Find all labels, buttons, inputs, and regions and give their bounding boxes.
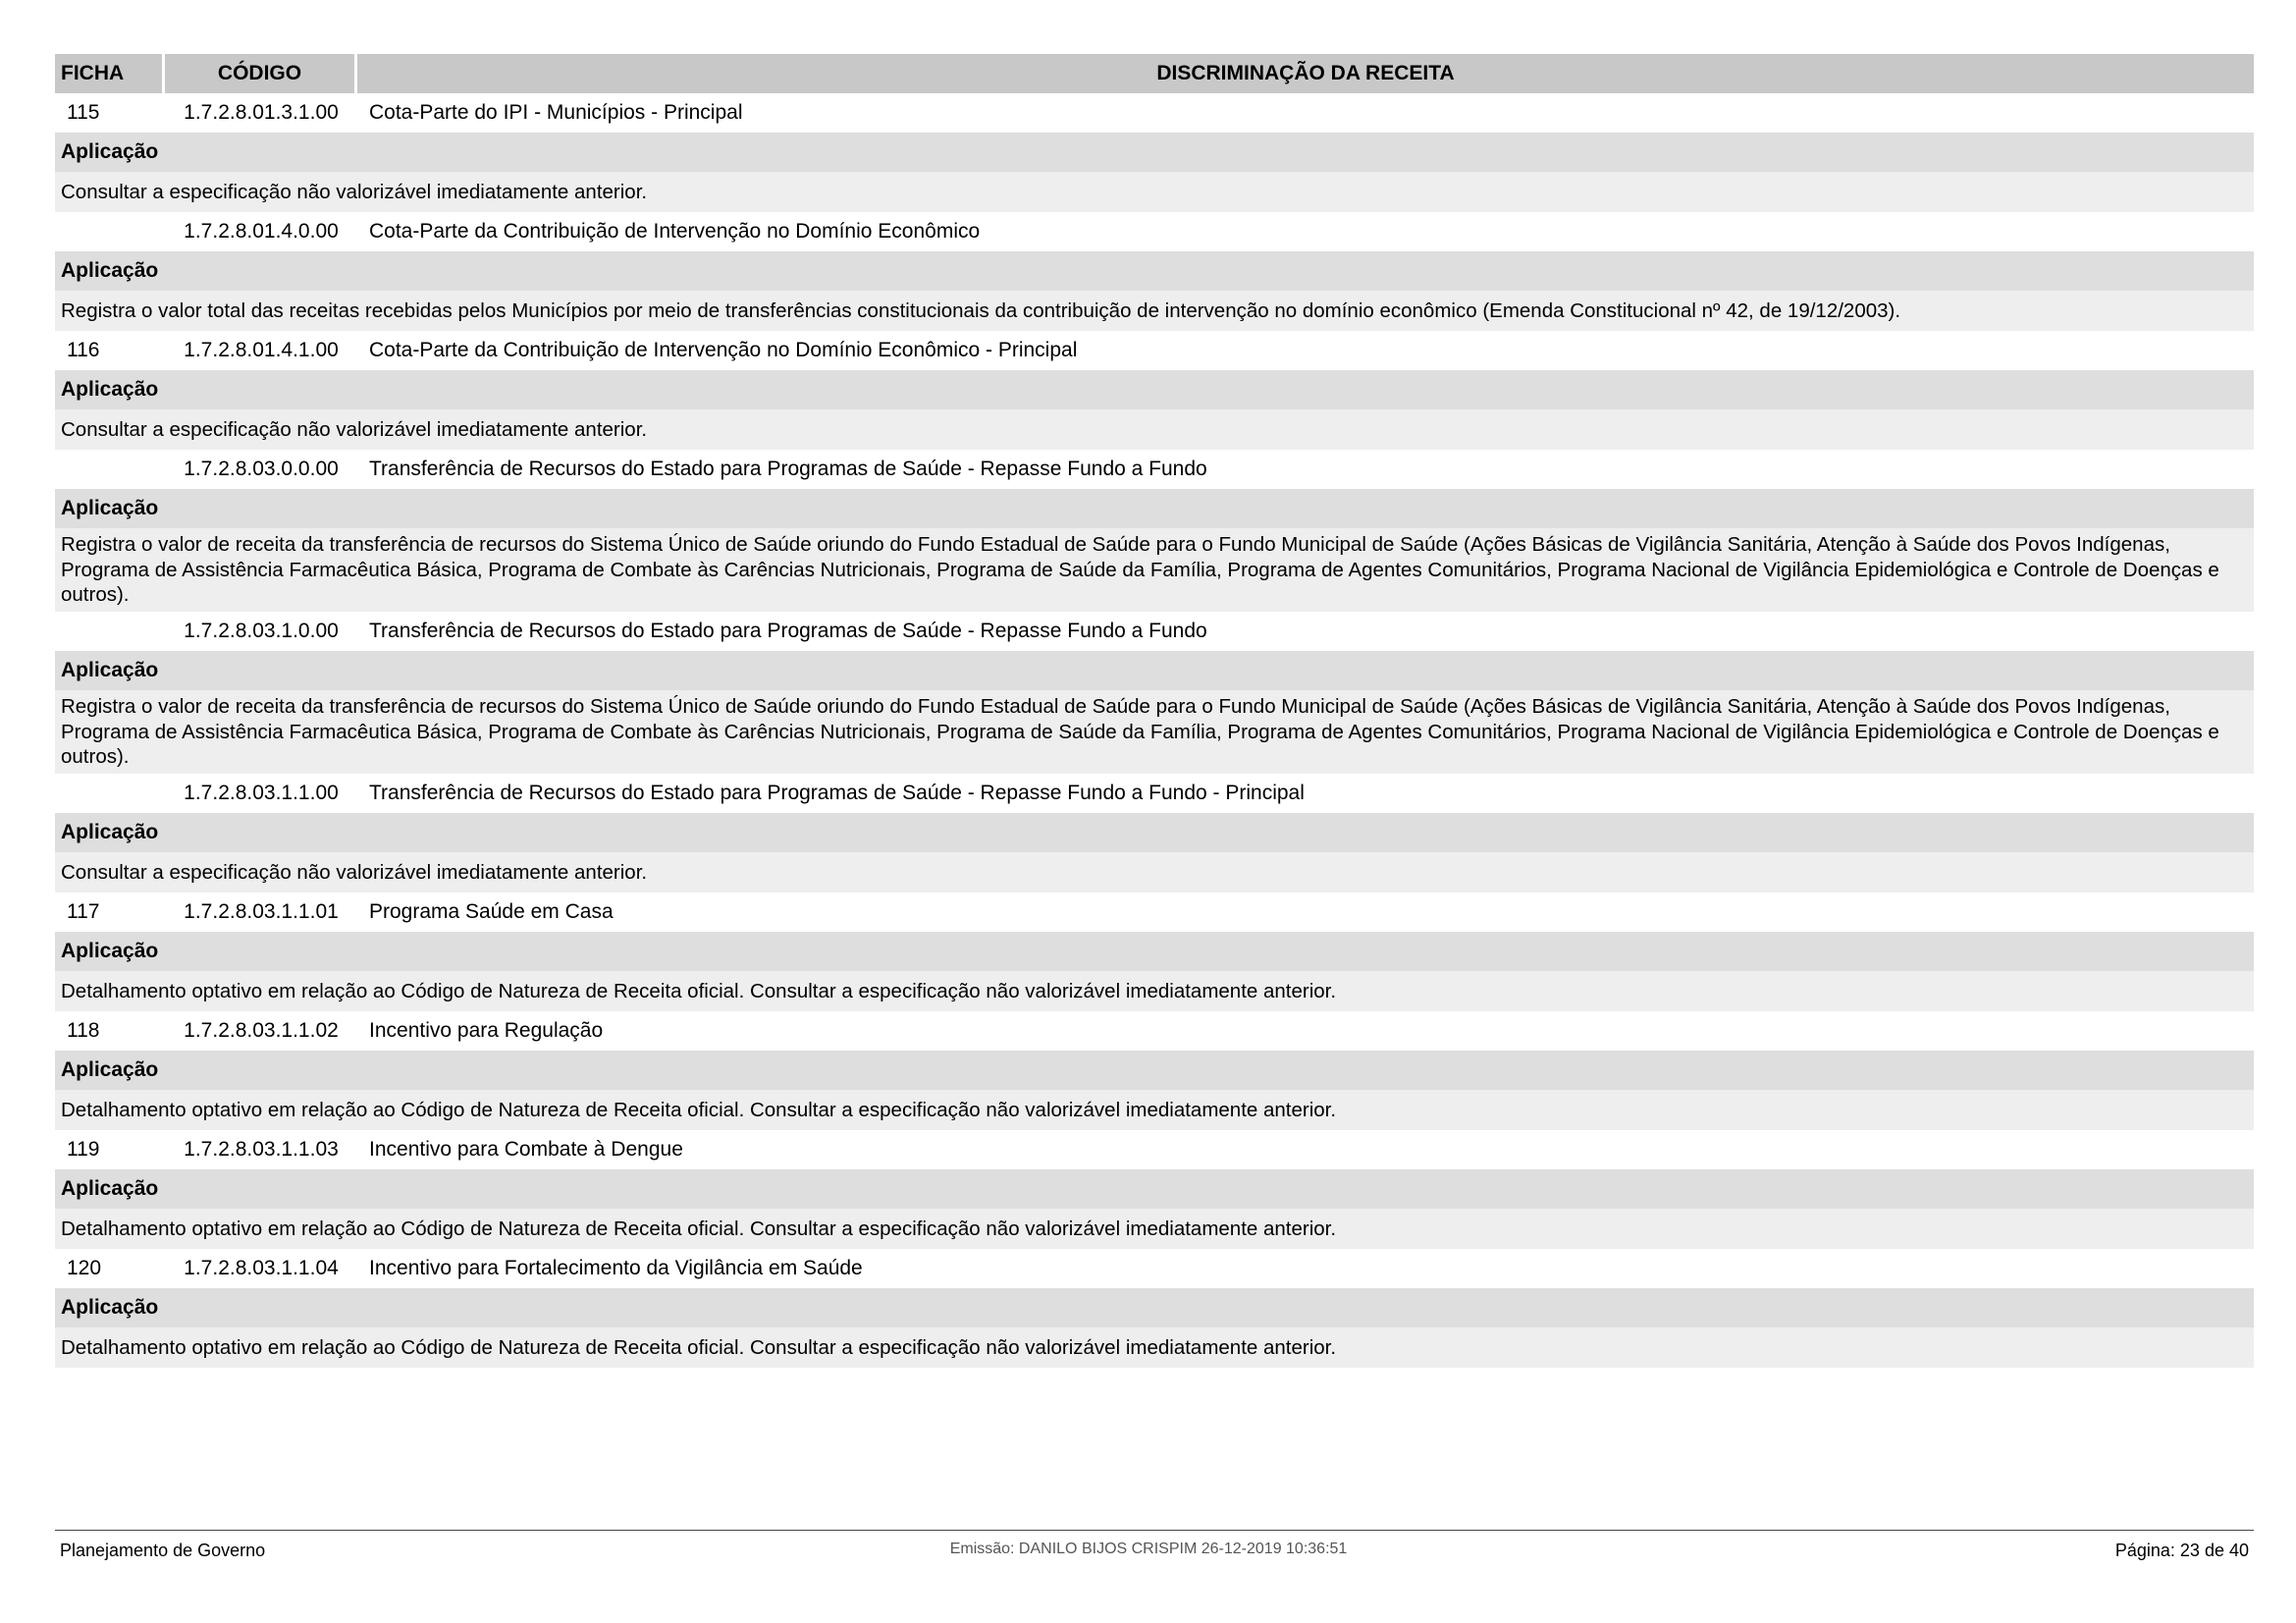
revenue-row: [55, 93, 2254, 133]
aplicacao-text: Consultar a especificação não valorizável imediatamente anterior.: [55, 852, 2254, 893]
revenue-row: [55, 774, 2254, 813]
footer-emission: Emissão: DANILO BIJOS CRISPIM 26-12-2019 10:36:51: [949, 1541, 1348, 1557]
descricao-cell: Cota-Parte do IPI - Municípios - Principal: [369, 101, 743, 124]
descricao-cell: Incentivo para Fortalecimento da Vigilância em Saúde: [369, 1257, 863, 1279]
aplicacao-text: Detalhamento optativo em relação ao Código de Natureza de Receita oficial. Consultar a especificação não valorizável imediatamente anterior.: [55, 1209, 2254, 1249]
codigo-cell: 1.7.2.8.03.1.1.04: [184, 1257, 339, 1279]
aplicacao-label: Aplicação: [55, 651, 2254, 690]
aplicacao-text: Detalhamento optativo em relação ao Código de Natureza de Receita oficial. Consultar a especificação não valorizável imediatamente anterior.: [55, 971, 2254, 1011]
revenue-row: [55, 1249, 2254, 1288]
revenue-row: [55, 212, 2254, 251]
revenue-row: [55, 1130, 2254, 1169]
aplicacao-text: Detalhamento optativo em relação ao Código de Natureza de Receita oficial. Consultar a especificação não valorizável imediatamente anterior.: [55, 1090, 2254, 1130]
descricao-cell: Programa Saúde em Casa: [369, 900, 614, 923]
aplicacao-text: Detalhamento optativo em relação ao Código de Natureza de Receita oficial. Consultar a especificação não valorizável imediatamente anterior.: [55, 1327, 2254, 1368]
aplicacao-label: Aplicação: [55, 370, 2254, 409]
aplicacao-text: Registra o valor total das receitas recebidas pelos Municípios por meio de transferências constitucionais da contribuição de intervenção no domínio econômico (Emenda Constitucional nº 42, de 19/12/2003).: [55, 291, 2254, 331]
descricao-cell: Incentivo para Combate à Dengue: [369, 1138, 683, 1161]
codigo-cell: 1.7.2.8.03.1.1.02: [184, 1019, 339, 1042]
aplicacao-text: Consultar a especificação não valorizável imediatamente anterior.: [55, 172, 2254, 212]
aplicacao-text: Registra o valor de receita da transferência de recursos do Sistema Único de Saúde oriundo do Fundo Estadual de Saúde para o Fundo Municipal de Saúde (Ações Básicas de Vigilância Sanitária, Atenção à Saúde dos Povos Indígenas, Programa de Assistência Farmacêutica Básica, Programa de Combate às Carências Nutricionais, Programa de Saúde da Família, Programa de Agentes Comunitários, Programa Nacional de Vigilância Epidemiológica e Controle de Doenças e outros).: [55, 690, 2254, 774]
header-discriminacao: DISCRIMINAÇÃO DA RECEITA: [1156, 62, 1455, 84]
descricao-cell: Transferência de Recursos do Estado para Programas de Saúde - Repasse Fundo a Fundo - Principal: [369, 782, 1305, 804]
descricao-cell: Cota-Parte da Contribuição de Intervenção no Domínio Econômico: [369, 220, 981, 243]
aplicacao-label: Aplicação: [55, 813, 2254, 852]
aplicacao-label: Aplicação: [55, 932, 2254, 971]
revenue-row: [55, 450, 2254, 489]
aplicacao-label: Aplicação: [55, 1051, 2254, 1090]
descricao-cell: Transferência de Recursos do Estado para Programas de Saúde - Repasse Fundo a Fundo: [369, 458, 1207, 480]
table-header: [55, 54, 2254, 93]
aplicacao-label: Aplicação: [55, 1169, 2254, 1209]
descricao-cell: Cota-Parte da Contribuição de Intervenção no Domínio Econômico - Principal: [369, 339, 1078, 361]
codigo-cell: 1.7.2.8.03.1.0.00: [184, 620, 339, 642]
codigo-cell: 1.7.2.8.03.0.0.00: [184, 458, 339, 480]
descricao-cell: Transferência de Recursos do Estado para Programas de Saúde - Repasse Fundo a Fundo: [369, 620, 1207, 642]
aplicacao-text: Registra o valor de receita da transferência de recursos do Sistema Único de Saúde oriundo do Fundo Estadual de Saúde para o Fundo Municipal de Saúde (Ações Básicas de Vigilância Sanitária, Atenção à Saúde dos Povos Indígenas, Programa de Assistência Farmacêutica Básica, Programa de Combate às Carências Nutricionais, Programa de Saúde da Família, Programa de Agentes Comunitários, Programa Nacional de Vigilância Epidemiológica e Controle de Doenças e outros).: [55, 528, 2254, 612]
codigo-cell: 1.7.2.8.03.1.1.03: [184, 1138, 339, 1161]
ficha-cell: 116: [67, 339, 100, 361]
ficha-cell: 118: [67, 1019, 100, 1042]
aplicacao-label: Aplicação: [55, 1288, 2254, 1327]
ficha-cell: 120: [67, 1257, 102, 1279]
footer-department: Planejamento de Governo: [60, 1541, 266, 1560]
codigo-cell: 1.7.2.8.01.3.1.00: [184, 101, 339, 124]
ficha-cell: 117: [67, 900, 100, 923]
codigo-cell: 1.7.2.8.03.1.1.01: [184, 900, 339, 923]
header-ficha: FICHA: [55, 54, 165, 93]
header-codigo: CÓDIGO: [165, 54, 357, 93]
revenue-row: [55, 1011, 2254, 1051]
footer-divider: [55, 1530, 2254, 1531]
footer-page-number: Página: 23 de 40: [2114, 1541, 2249, 1560]
aplicacao-text: Consultar a especificação não valorizável imediatamente anterior.: [55, 409, 2254, 450]
codigo-cell: 1.7.2.8.01.4.1.00: [184, 339, 339, 361]
aplicacao-label: Aplicação: [55, 133, 2254, 172]
revenue-table: [55, 54, 2254, 1368]
codigo-cell: 1.7.2.8.03.1.1.00: [184, 782, 339, 804]
revenue-row: [55, 331, 2254, 370]
aplicacao-label: Aplicação: [55, 489, 2254, 528]
revenue-row: [55, 893, 2254, 932]
codigo-cell: 1.7.2.8.01.4.0.00: [184, 220, 339, 243]
aplicacao-label: Aplicação: [55, 251, 2254, 291]
revenue-row: [55, 612, 2254, 651]
ficha-cell: 119: [67, 1138, 100, 1161]
descricao-cell: Incentivo para Regulação: [369, 1019, 604, 1042]
ficha-cell: 115: [67, 101, 100, 124]
